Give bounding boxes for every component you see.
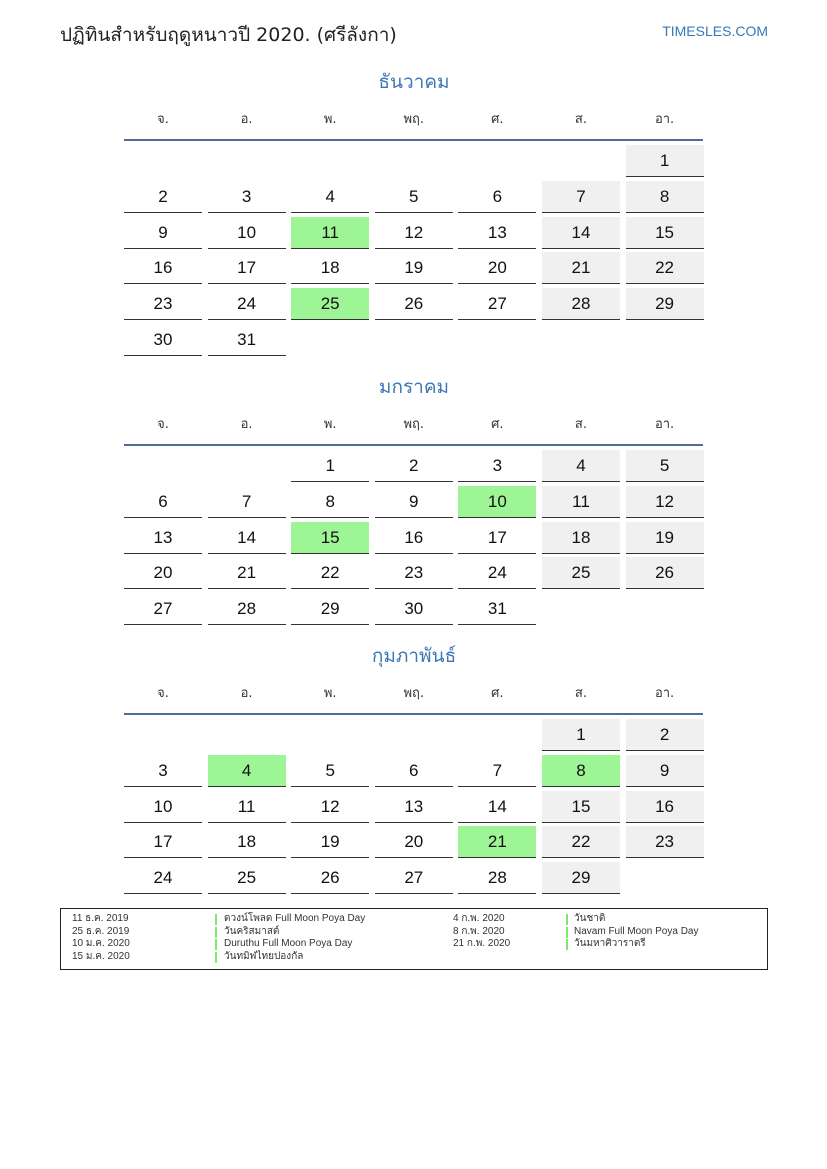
day-cell[interactable]: 13 <box>375 791 453 823</box>
weekday-sun: อา. <box>654 417 675 432</box>
day-cell[interactable]: 6 <box>375 755 453 787</box>
day-cell[interactable]: 21 <box>542 252 620 284</box>
holiday-day-cell[interactable]: 11 <box>291 217 369 249</box>
brand-link[interactable]: TIMESLES.COM <box>662 23 768 39</box>
month-title: ธันวาคม <box>378 71 450 93</box>
legend-date: 8 ก.พ. 2020 <box>453 925 505 937</box>
legend-holiday-name: ดวงน์โพลด Full Moon Poya Day <box>224 913 366 924</box>
day-cell[interactable]: 25 <box>542 557 620 589</box>
day-cell[interactable]: 24 <box>458 557 536 589</box>
day-cell[interactable]: 4 <box>291 181 369 213</box>
day-cell[interactable]: 7 <box>542 181 620 213</box>
day-cell[interactable]: 29 <box>542 862 620 894</box>
day-cell[interactable]: 8 <box>626 181 704 213</box>
day-cell[interactable]: 31 <box>208 324 286 356</box>
weekday-tue: อ. <box>240 112 253 127</box>
month-january <box>124 372 704 629</box>
legend-color-marker <box>215 927 217 938</box>
legend-date: 21 ก.พ. 2020 <box>453 938 511 950</box>
holiday-day-cell[interactable]: 10 <box>458 486 536 518</box>
day-cell[interactable]: 26 <box>375 288 453 320</box>
weekday-mon: จ. <box>157 417 169 432</box>
legend-color-marker <box>215 939 217 950</box>
day-cell[interactable]: 3 <box>458 450 536 482</box>
day-cell[interactable]: 24 <box>124 862 202 894</box>
month-february <box>124 641 704 898</box>
holiday-legend <box>60 908 768 970</box>
legend-color-marker <box>566 914 568 925</box>
empty-cell <box>124 450 202 482</box>
weekday-sun: อา. <box>654 112 675 127</box>
day-cell[interactable]: 29 <box>626 288 704 320</box>
weekday-fri: ศ. <box>491 112 504 127</box>
weekday-tue: อ. <box>240 417 253 432</box>
day-cell[interactable]: 17 <box>124 826 202 858</box>
header-divider <box>124 713 703 715</box>
legend-holiday-name: วันทมิฬไทยปองกัล <box>224 951 304 963</box>
weekday-fri: ศ. <box>491 417 504 432</box>
weekday-header <box>124 412 704 438</box>
day-cell[interactable]: 16 <box>626 791 704 823</box>
weekday-wed: พ. <box>323 112 337 127</box>
weekday-sat: ส. <box>574 112 587 127</box>
weekday-mon: จ. <box>157 112 169 127</box>
day-cell[interactable]: 14 <box>458 791 536 823</box>
day-cell[interactable]: 5 <box>626 450 704 482</box>
legend-color-marker <box>215 952 217 963</box>
day-cell[interactable]: 20 <box>458 252 536 284</box>
weekday-mon: จ. <box>157 686 169 701</box>
header-divider <box>124 139 703 141</box>
day-cell[interactable]: 20 <box>124 557 202 589</box>
day-cell[interactable]: 9 <box>375 486 453 518</box>
day-cell[interactable]: 28 <box>458 862 536 894</box>
legend-holiday-name: Duruthu Full Moon Poya Day <box>224 938 353 950</box>
legend-color-marker <box>566 927 568 938</box>
day-cell[interactable]: 14 <box>208 522 286 554</box>
day-cell[interactable]: 16 <box>124 252 202 284</box>
day-cell[interactable]: 2 <box>375 450 453 482</box>
day-cell[interactable]: 22 <box>542 826 620 858</box>
day-cell[interactable]: 19 <box>375 252 453 284</box>
month-december <box>124 67 704 360</box>
day-cell[interactable]: 7 <box>208 486 286 518</box>
day-cell[interactable]: 16 <box>375 522 453 554</box>
day-cell[interactable]: 7 <box>458 755 536 787</box>
day-cell[interactable]: 10 <box>124 791 202 823</box>
empty-cell <box>542 145 620 177</box>
weekday-wed: พ. <box>323 417 337 432</box>
legend-date: 15 ม.ค. 2020 <box>72 951 130 963</box>
holiday-day-cell[interactable]: 8 <box>542 755 620 787</box>
legend-holiday-name: วันคริสมาสต์ <box>224 925 280 937</box>
holiday-day-cell[interactable]: 25 <box>291 288 369 320</box>
day-cell[interactable]: 22 <box>626 252 704 284</box>
day-cell[interactable]: 13 <box>124 522 202 554</box>
day-cell[interactable]: 3 <box>208 181 286 213</box>
weekday-header <box>124 681 704 707</box>
day-grid <box>124 719 704 898</box>
empty-cell <box>124 145 202 177</box>
day-cell[interactable]: 18 <box>291 252 369 284</box>
day-cell[interactable]: 5 <box>375 181 453 213</box>
day-cell[interactable]: 27 <box>375 862 453 894</box>
day-cell[interactable]: 5 <box>291 755 369 787</box>
day-grid <box>124 145 704 360</box>
day-cell[interactable]: 19 <box>291 826 369 858</box>
day-cell[interactable]: 24 <box>208 288 286 320</box>
page-title: ปฏิทินสำหรับฤดูหนาวปี 2020. (ศรีลังกา) <box>60 24 397 46</box>
legend-date: 25 ธ.ค. 2019 <box>72 925 130 937</box>
day-cell[interactable]: 30 <box>375 593 453 625</box>
empty-cell <box>291 719 369 751</box>
day-cell[interactable]: 1 <box>626 145 704 177</box>
legend-color-marker <box>566 939 568 950</box>
day-cell[interactable]: 11 <box>208 791 286 823</box>
day-cell[interactable]: 22 <box>291 557 369 589</box>
day-cell[interactable]: 9 <box>626 755 704 787</box>
empty-cell <box>458 145 536 177</box>
day-cell[interactable]: 27 <box>124 593 202 625</box>
day-cell[interactable]: 4 <box>542 450 620 482</box>
day-cell[interactable]: 28 <box>208 593 286 625</box>
empty-cell <box>375 145 453 177</box>
day-cell[interactable]: 27 <box>458 288 536 320</box>
weekday-wed: พ. <box>323 686 337 701</box>
day-cell[interactable]: 21 <box>208 557 286 589</box>
legend-holiday-name: วันมหาศิวาราตรี <box>574 938 646 950</box>
legend-date: 11 ธ.ค. 2019 <box>72 913 129 924</box>
day-cell[interactable]: 11 <box>542 486 620 518</box>
day-cell[interactable]: 1 <box>542 719 620 751</box>
day-cell[interactable]: 9 <box>124 217 202 249</box>
legend-holiday-name: Navam Full Moon Poya Day <box>574 925 699 937</box>
day-cell[interactable]: 23 <box>626 826 704 858</box>
day-cell[interactable]: 12 <box>375 217 453 249</box>
day-cell[interactable]: 12 <box>626 486 704 518</box>
day-cell[interactable]: 10 <box>208 217 286 249</box>
empty-cell <box>124 719 202 751</box>
weekday-sun: อา. <box>654 686 675 701</box>
day-cell[interactable]: 6 <box>458 181 536 213</box>
day-cell[interactable]: 25 <box>208 862 286 894</box>
day-cell[interactable]: 2 <box>124 181 202 213</box>
header-divider <box>124 444 703 446</box>
holiday-day-cell[interactable]: 21 <box>458 826 536 858</box>
day-cell[interactable]: 23 <box>375 557 453 589</box>
holiday-day-cell[interactable]: 4 <box>208 755 286 787</box>
day-cell[interactable]: 2 <box>626 719 704 751</box>
day-cell[interactable]: 8 <box>291 486 369 518</box>
legend-holiday-name: วันชาติ <box>574 913 606 924</box>
month-title: มกราคม <box>378 376 450 398</box>
day-grid <box>124 450 704 629</box>
weekday-thu: พฤ. <box>403 112 425 127</box>
day-cell[interactable]: 20 <box>375 826 453 858</box>
weekday-tue: อ. <box>240 686 253 701</box>
empty-cell <box>375 719 453 751</box>
legend-color-marker <box>215 914 217 925</box>
day-cell[interactable]: 28 <box>542 288 620 320</box>
empty-cell <box>208 450 286 482</box>
weekday-thu: พฤ. <box>403 417 425 432</box>
weekday-header <box>124 107 704 133</box>
empty-cell <box>458 719 536 751</box>
weekday-thu: พฤ. <box>403 686 425 701</box>
day-cell[interactable]: 18 <box>208 826 286 858</box>
day-cell[interactable]: 31 <box>458 593 536 625</box>
day-cell[interactable]: 6 <box>124 486 202 518</box>
day-cell[interactable]: 29 <box>291 593 369 625</box>
month-title: กุมภาพันธ์ <box>371 645 457 667</box>
day-cell[interactable]: 12 <box>291 791 369 823</box>
day-cell[interactable]: 18 <box>542 522 620 554</box>
day-cell[interactable]: 26 <box>291 862 369 894</box>
day-cell[interactable]: 15 <box>626 217 704 249</box>
weekday-sat: ส. <box>574 686 587 701</box>
day-cell[interactable]: 19 <box>626 522 704 554</box>
weekday-fri: ศ. <box>491 686 504 701</box>
holiday-day-cell[interactable]: 15 <box>291 522 369 554</box>
legend-date: 10 ม.ค. 2020 <box>72 938 130 950</box>
day-cell[interactable]: 17 <box>458 522 536 554</box>
day-cell[interactable]: 13 <box>458 217 536 249</box>
weekday-sat: ส. <box>574 417 587 432</box>
day-cell[interactable]: 14 <box>542 217 620 249</box>
day-cell[interactable]: 15 <box>542 791 620 823</box>
day-cell[interactable]: 26 <box>626 557 704 589</box>
empty-cell <box>208 145 286 177</box>
empty-cell <box>291 145 369 177</box>
empty-cell <box>208 719 286 751</box>
day-cell[interactable]: 23 <box>124 288 202 320</box>
day-cell[interactable]: 17 <box>208 252 286 284</box>
day-cell[interactable]: 3 <box>124 755 202 787</box>
day-cell[interactable]: 30 <box>124 324 202 356</box>
day-cell[interactable]: 1 <box>291 450 369 482</box>
legend-date: 4 ก.พ. 2020 <box>453 913 505 924</box>
